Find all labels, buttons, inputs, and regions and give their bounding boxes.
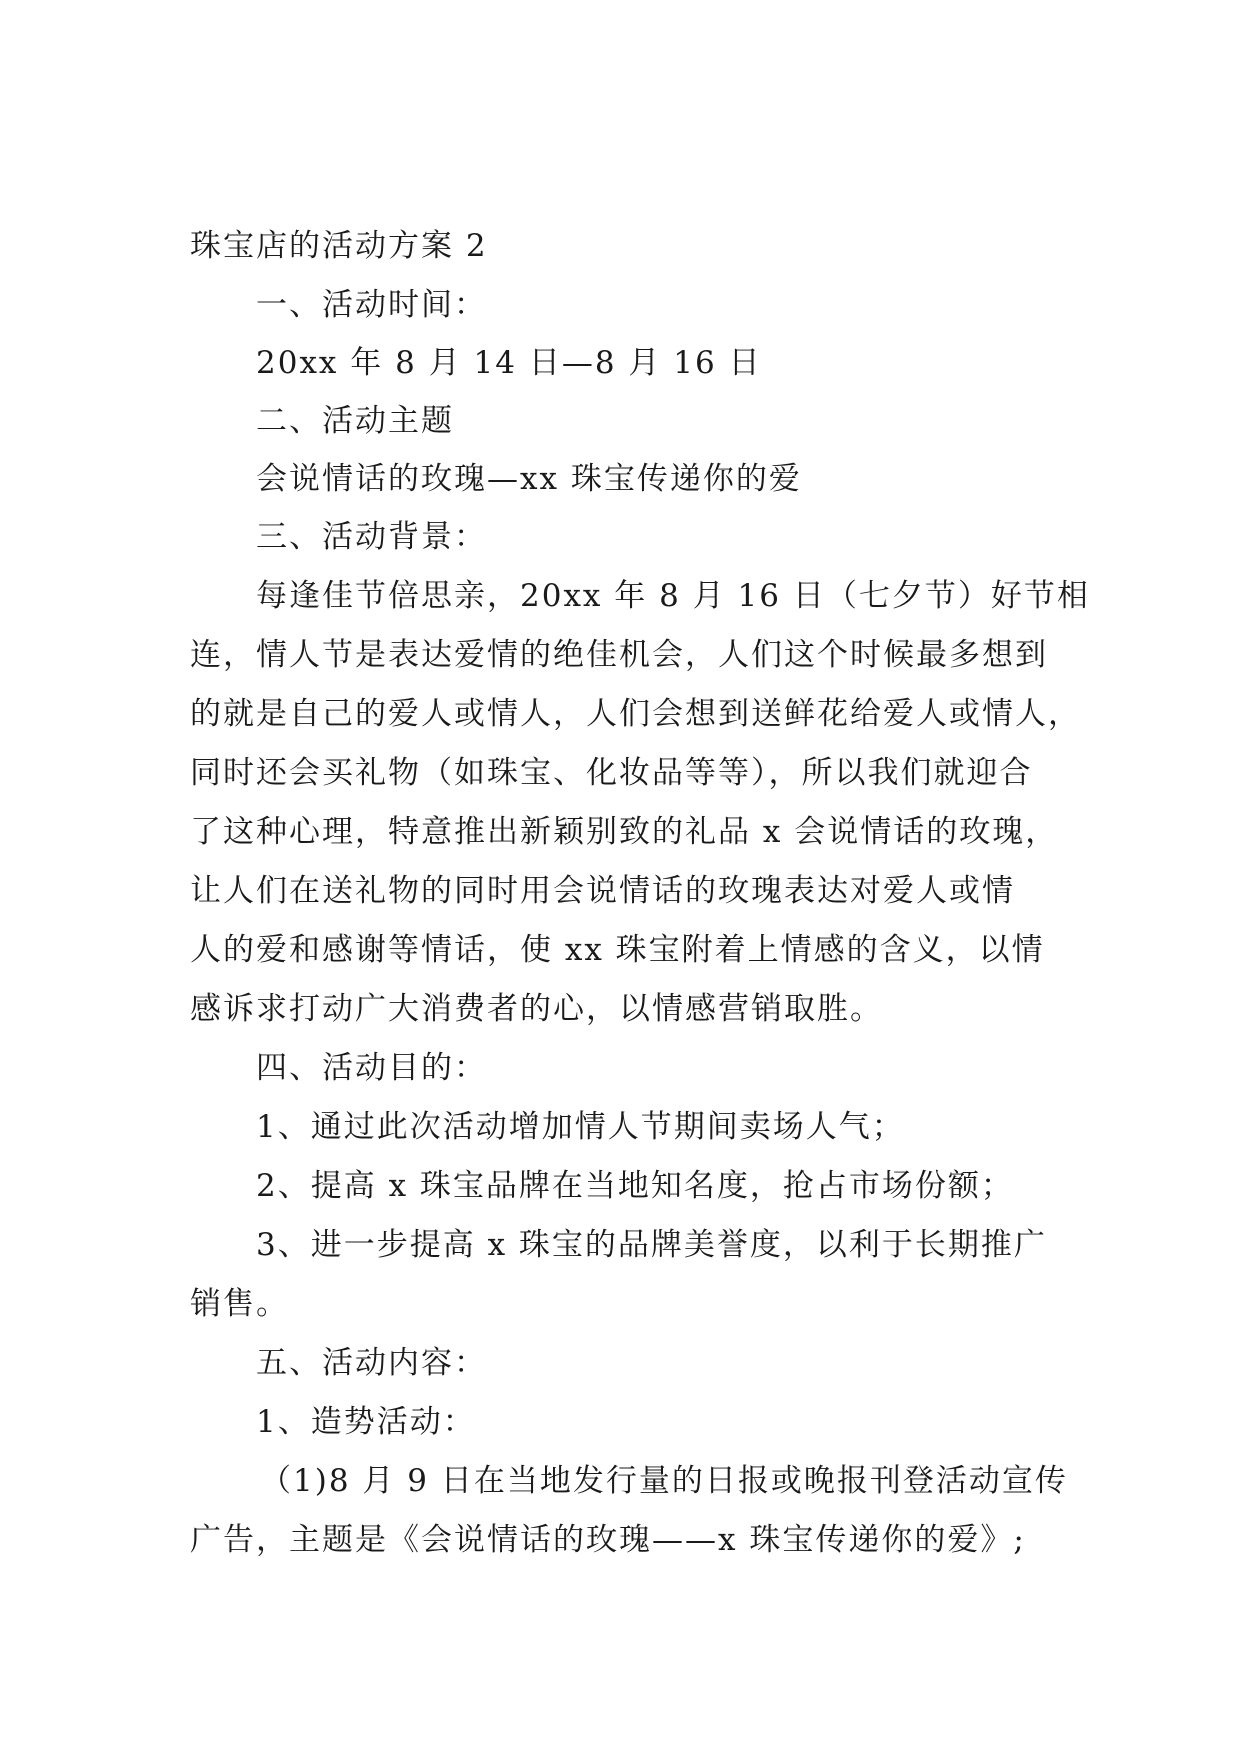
content-subheading-1: 1、造势活动：	[256, 1404, 476, 1440]
background-line-4: 同时还会买礼物（如珠宝、化妆品等等），所以我们就迎合	[190, 755, 1033, 791]
document-title: 珠宝店的活动方案 2	[190, 228, 488, 264]
section-heading-time: 一、活动时间：	[256, 287, 487, 323]
section-heading-theme: 二、活动主题	[256, 403, 454, 439]
purpose-item-3: 3、进一步提高 x 珠宝的品牌美誉度，以利于长期推广	[256, 1227, 1047, 1263]
section-heading-background: 三、活动背景：	[256, 519, 487, 555]
background-line-7: 人的爱和感谢等情话，使 xx 珠宝附着上情感的含义，以情	[190, 932, 1045, 968]
background-line-3: 的就是自己的爱人或情人，人们会想到送鲜花给爱人或情人，	[190, 696, 1081, 732]
content-item-1-line-1: （1)8 月 9 日在当地发行量的日报或晚报刊登活动宣传	[260, 1463, 1068, 1499]
content-item-1-line-2: 广告，主题是《会说情话的玫瑰——x 珠宝传递你的爱》;	[190, 1522, 1026, 1558]
section-heading-content: 五、活动内容：	[256, 1345, 487, 1381]
activity-dates: 20xx 年 8 月 14 日—8 月 16 日	[256, 345, 762, 381]
purpose-item-1: 1、通过此次活动增加情人节期间卖场人气；	[256, 1109, 905, 1145]
activity-theme: 会说情话的玫瑰—xx 珠宝传递你的爱	[256, 461, 802, 497]
purpose-item-3-cont: 销售。	[190, 1286, 289, 1322]
background-line-8: 感诉求打动广大消费者的心，以情感营销取胜。	[190, 991, 883, 1027]
background-line-1: 每逢佳节倍思亲，20xx 年 8 月 16 日（七夕节）好节相	[256, 578, 1090, 614]
background-line-2: 连，情人节是表达爱情的绝佳机会，人们这个时候最多想到	[190, 637, 1048, 673]
background-line-6: 让人们在送礼物的同时用会说情话的玫瑰表达对爱人或情	[190, 873, 1015, 909]
section-heading-purpose: 四、活动目的：	[256, 1050, 487, 1086]
background-line-5: 了这种心理，特意推出新颖别致的礼品 x 会说情话的玫瑰，	[190, 814, 1059, 850]
purpose-item-2: 2、提高 x 珠宝品牌在当地知名度，抢占市场份额；	[256, 1168, 1014, 1204]
